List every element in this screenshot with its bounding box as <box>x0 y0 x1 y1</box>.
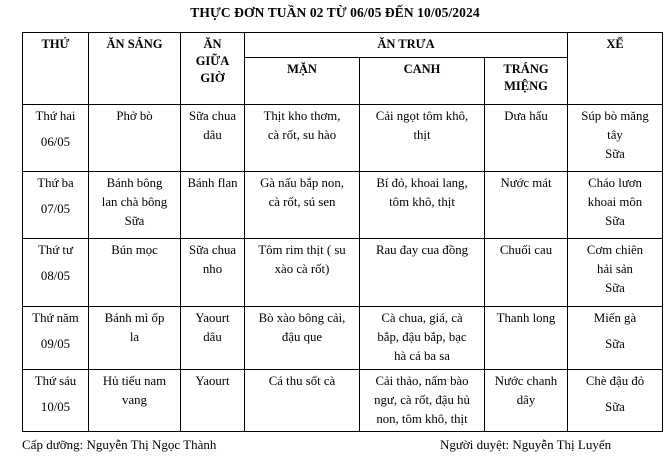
day-cell <box>23 172 89 239</box>
man-text: Cá thu sốt cà <box>268 374 336 388</box>
an-sang-text: lan chà bông <box>101 195 168 209</box>
an-giua-gio-cell <box>181 105 245 172</box>
man-cell <box>245 105 360 172</box>
header-an-trua: ĂN TRƯA <box>245 33 568 58</box>
an-sang-text: Phở bò <box>116 109 153 123</box>
trang-mieng-text: Chuối cau <box>499 243 553 257</box>
an-sang-text: vang <box>122 393 147 407</box>
trang-mieng-cell <box>485 307 568 370</box>
an-sang-text: la <box>129 330 140 344</box>
xe-text: Cơm chiên <box>586 243 644 257</box>
header-an-sang: ĂN SÁNG <box>89 33 181 105</box>
xe-text: Miến gà <box>593 311 637 325</box>
day-date: 06/05 <box>40 135 71 149</box>
an-giua-gio-text: Sữa chua <box>188 243 237 257</box>
xe-extra: Sữa <box>605 281 625 295</box>
xe-extra: Sữa <box>605 337 625 351</box>
man-text: xào cà rốt) <box>274 262 330 276</box>
header-man: MẶN <box>245 58 360 105</box>
canh-text: Bí đỏ, khoai lang, <box>376 176 468 190</box>
canh-cell <box>360 239 485 307</box>
weekly-menu-table <box>22 32 663 432</box>
canh-cell <box>360 307 485 370</box>
an-sang-text: Bún mọc <box>111 243 158 257</box>
man-text: cà rốt, su hào <box>267 128 337 142</box>
xe-text: hải sản <box>597 262 633 276</box>
canh-text: Cải ngọt tôm khô, <box>375 109 469 123</box>
xe-cell <box>568 370 663 432</box>
table-row <box>23 105 663 172</box>
day-cell <box>23 239 89 307</box>
day-date: 10/05 <box>40 400 71 414</box>
header-row-1 <box>23 33 663 58</box>
trang-mieng-text: Nước mát <box>500 176 552 190</box>
an-sang-cell <box>89 307 181 370</box>
header-canh: CANH <box>360 58 485 105</box>
trang-mieng-cell <box>485 105 568 172</box>
xe-cell <box>568 239 663 307</box>
trang-mieng-cell <box>485 370 568 432</box>
canh-text: Cà chua, giá, cà <box>381 311 463 325</box>
trang-mieng-text: Nước chanh <box>494 374 558 388</box>
man-cell <box>245 370 360 432</box>
man-cell <box>245 307 360 370</box>
xe-cell <box>568 307 663 370</box>
day-name: Thứ năm <box>32 311 79 325</box>
day-name: Thứ sáu <box>34 374 77 388</box>
man-text: đậu que <box>281 330 323 344</box>
canh-text: thịt <box>413 128 431 142</box>
xe-extra: Sữa <box>605 400 625 414</box>
header-an-giua-gio <box>181 33 245 105</box>
xe-text: Súp bò măng <box>581 109 649 123</box>
an-giua-gio-text: Yaourt <box>195 374 230 388</box>
trang-mieng-text: dây <box>516 393 536 407</box>
xe-text: tây <box>607 128 623 142</box>
man-cell <box>245 239 360 307</box>
man-text: Bò xào bông cải, <box>258 311 346 325</box>
an-giua-gio-text: Bánh flan <box>187 176 238 190</box>
an-giua-gio-cell <box>181 239 245 307</box>
canh-cell <box>360 172 485 239</box>
man-text: cà rốt, sú sen <box>268 195 336 209</box>
table-row <box>23 239 663 307</box>
trang-mieng-cell <box>485 239 568 307</box>
an-sang-cell <box>89 172 181 239</box>
trang-mieng-text: Dưa hấu <box>504 109 548 123</box>
footer-cap-duong: Cấp dưỡng: Nguyễn Thị Ngọc Thành <box>22 437 217 452</box>
header-an-giua-gio-line: GIỮA <box>195 54 230 68</box>
canh-text: non, tôm khô, thịt <box>376 412 468 426</box>
header-trang-mieng <box>485 58 568 105</box>
header-xe: XẾ <box>568 33 663 105</box>
trang-mieng-cell <box>485 172 568 239</box>
man-text: Gà nấu bắp non, <box>260 176 344 190</box>
canh-text: ngư, cà rốt, đậu hủ <box>374 393 470 407</box>
table-row <box>23 307 663 370</box>
day-name: Thứ ba <box>37 176 74 190</box>
header-thu: THỨ <box>23 33 89 105</box>
an-sang-text: Bánh bông <box>106 176 163 190</box>
xe-text: Chè đậu đỏ <box>585 374 645 388</box>
xe-cell <box>568 105 663 172</box>
canh-cell <box>360 370 485 432</box>
trang-mieng-text: Thanh long <box>496 311 556 325</box>
an-giua-gio-text: Sữa chua <box>188 109 237 123</box>
canh-text: bắp, đậu bắp, bạc <box>377 330 467 344</box>
an-sang-cell <box>89 370 181 432</box>
day-cell <box>23 307 89 370</box>
day-name: Thứ hai <box>35 109 76 123</box>
xe-extra: Sữa <box>605 147 625 161</box>
day-cell <box>23 370 89 432</box>
an-giua-gio-text: dâu <box>203 128 222 142</box>
an-sang-text: Sữa <box>124 214 145 228</box>
an-giua-gio-cell <box>181 370 245 432</box>
header-trang-mieng-line: TRÁNG <box>503 62 549 76</box>
man-text: Thịt kho thơm, <box>263 109 341 123</box>
canh-text: Rau đay cua đồng <box>375 243 469 257</box>
canh-cell <box>360 105 485 172</box>
man-cell <box>245 172 360 239</box>
xe-text: Cháo lươn <box>588 176 642 190</box>
an-giua-gio-cell <box>181 307 245 370</box>
day-date: 09/05 <box>40 337 71 351</box>
day-date: 07/05 <box>40 202 71 216</box>
an-giua-gio-text: Yaourt <box>195 311 230 325</box>
an-giua-gio-text: nho <box>202 262 223 276</box>
table-row <box>23 172 663 239</box>
an-sang-text: Bánh mì ốp <box>104 311 165 325</box>
day-name: Thứ tư <box>38 243 73 257</box>
canh-text: Cải thảo, nấm bào <box>375 374 469 388</box>
an-giua-gio-cell <box>181 172 245 239</box>
header-trang-mieng-line: MIỆNG <box>504 79 548 93</box>
table-row <box>23 370 663 432</box>
an-giua-gio-text: dâu <box>203 330 222 344</box>
an-sang-text: Hủ tiếu nam <box>102 374 167 388</box>
header-an-giua-gio-line: GIỜ <box>200 71 225 85</box>
xe-text: khoai môn <box>587 195 643 209</box>
man-text: Tôm rim thịt ( su <box>258 243 346 257</box>
canh-text: hà cá ba sa <box>394 349 450 363</box>
an-sang-cell <box>89 105 181 172</box>
footer-nguoi-duyet: Người duyệt: Nguyễn Thị Luyến <box>440 437 612 452</box>
day-cell <box>23 105 89 172</box>
xe-extra: Sữa <box>605 214 625 228</box>
day-date: 08/05 <box>40 269 71 283</box>
xe-cell <box>568 172 663 239</box>
menu-title: THỰC ĐƠN TUẦN 02 TỪ 06/05 ĐẾN 10/05/2024 <box>190 5 480 20</box>
an-sang-cell <box>89 239 181 307</box>
header-an-giua-gio-line: ĂN <box>203 37 222 51</box>
canh-text: tôm khô, thịt <box>389 195 455 209</box>
